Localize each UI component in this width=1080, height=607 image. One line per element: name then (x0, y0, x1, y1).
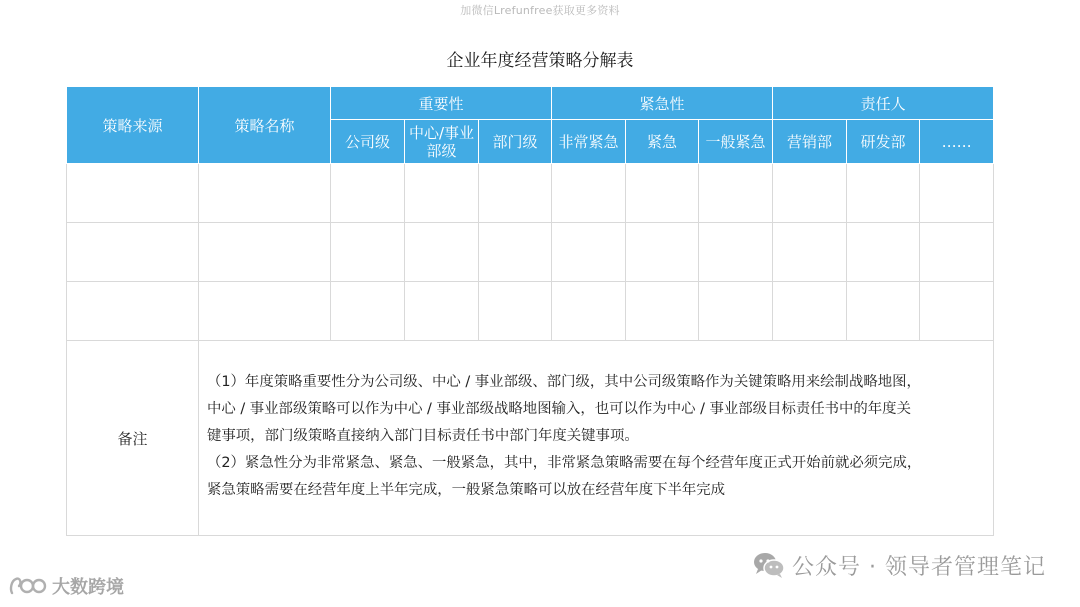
header-owner-more: …… (920, 120, 994, 164)
table-cell[interactable] (331, 164, 405, 223)
wechat-icon (752, 551, 786, 579)
table-cell[interactable] (773, 223, 847, 282)
header-urgency-urgent: 紧急 (626, 120, 699, 164)
table-cell[interactable] (199, 223, 331, 282)
bottom-right-watermark (752, 549, 1046, 581)
notes-line: 中心 / 事业部级策略可以作为中心 / 事业部级战略地图输入，也可以作为中心 / 事业部级目标责任书中的年度关 (207, 401, 911, 417)
table-cell[interactable] (699, 223, 773, 282)
table-cell[interactable] (405, 282, 479, 341)
header-importance: 重要性 (331, 87, 552, 120)
table-cell[interactable] (552, 223, 626, 282)
table-cell[interactable] (199, 282, 331, 341)
bottom-right-watermark-text: 公众号 · 领导者管理笔记 (792, 554, 1046, 580)
table-cell[interactable] (552, 282, 626, 341)
table-cell[interactable] (847, 164, 920, 223)
table-cell[interactable] (699, 164, 773, 223)
notes-label: 备注 (67, 341, 199, 536)
notes-line: 紧急策略需要在经营年度上半年完成，一般紧急策略可以放在经营年度下半年完成 (207, 482, 726, 498)
table-cell[interactable] (67, 164, 199, 223)
table-cell[interactable] (626, 223, 699, 282)
table-cell[interactable] (67, 282, 199, 341)
header-name: 策略名称 (199, 87, 331, 164)
header-urgency: 紧急性 (552, 87, 773, 120)
table-cell[interactable] (920, 164, 994, 223)
header-urgency-normal: 一般紧急 (699, 120, 773, 164)
table-row (67, 282, 994, 341)
table-cell[interactable] (920, 282, 994, 341)
notes-row (67, 341, 994, 536)
table-cell[interactable] (199, 164, 331, 223)
table-cell[interactable] (920, 223, 994, 282)
table-row (67, 223, 994, 282)
table-cell[interactable] (405, 223, 479, 282)
header-importance-company: 公司级 (331, 120, 405, 164)
header-source: 策略来源 (67, 87, 199, 164)
notes-line: （1）年度策略重要性分为公司级、中心 / 事业部级、部门级，其中公司级策略作为关键策略用来绘制战略地图， (207, 374, 921, 390)
header-owner-marketing: 营销部 (773, 120, 847, 164)
table-cell[interactable] (479, 164, 552, 223)
table-cell[interactable] (331, 282, 405, 341)
strategy-table (66, 86, 994, 536)
bottom-left-watermark (8, 573, 124, 599)
table-cell[interactable] (773, 164, 847, 223)
table-cell[interactable] (847, 223, 920, 282)
notes-line: （2）紧急性分为非常紧急、紧急、一般紧急，其中，非常紧急策略需要在每个经营年度正式开始前就必须完成， (207, 455, 922, 471)
table-cell[interactable] (331, 223, 405, 282)
table-cell[interactable] (773, 282, 847, 341)
table-cell[interactable] (626, 282, 699, 341)
table-cell[interactable] (479, 223, 552, 282)
header-urgency-very-urgent: 非常紧急 (552, 120, 626, 164)
bottom-left-watermark-text: 大数跨境 (52, 577, 124, 598)
notes-line: 键事项，部门级策略直接纳入部门目标责任书中部门年度关键事项。 (207, 428, 639, 444)
table-cell[interactable] (699, 282, 773, 341)
table-cell[interactable] (626, 164, 699, 223)
table-cell[interactable] (479, 282, 552, 341)
table-cell[interactable] (67, 223, 199, 282)
header-owner-rnd: 研发部 (847, 120, 920, 164)
header-owner: 责任人 (773, 87, 994, 120)
top-watermark: 加微信Lrefunfree获取更多资料 (460, 4, 620, 17)
page-title: 企业年度经营策略分解表 (446, 51, 634, 71)
notes-text (199, 341, 994, 536)
table-cell[interactable] (552, 164, 626, 223)
table-cell[interactable] (405, 164, 479, 223)
brand-logo-icon (8, 575, 48, 597)
table-cell[interactable] (847, 282, 920, 341)
table-row (67, 164, 994, 223)
header-importance-center: 中心/事业部级 (405, 120, 479, 164)
header-importance-department: 部门级 (479, 120, 552, 164)
